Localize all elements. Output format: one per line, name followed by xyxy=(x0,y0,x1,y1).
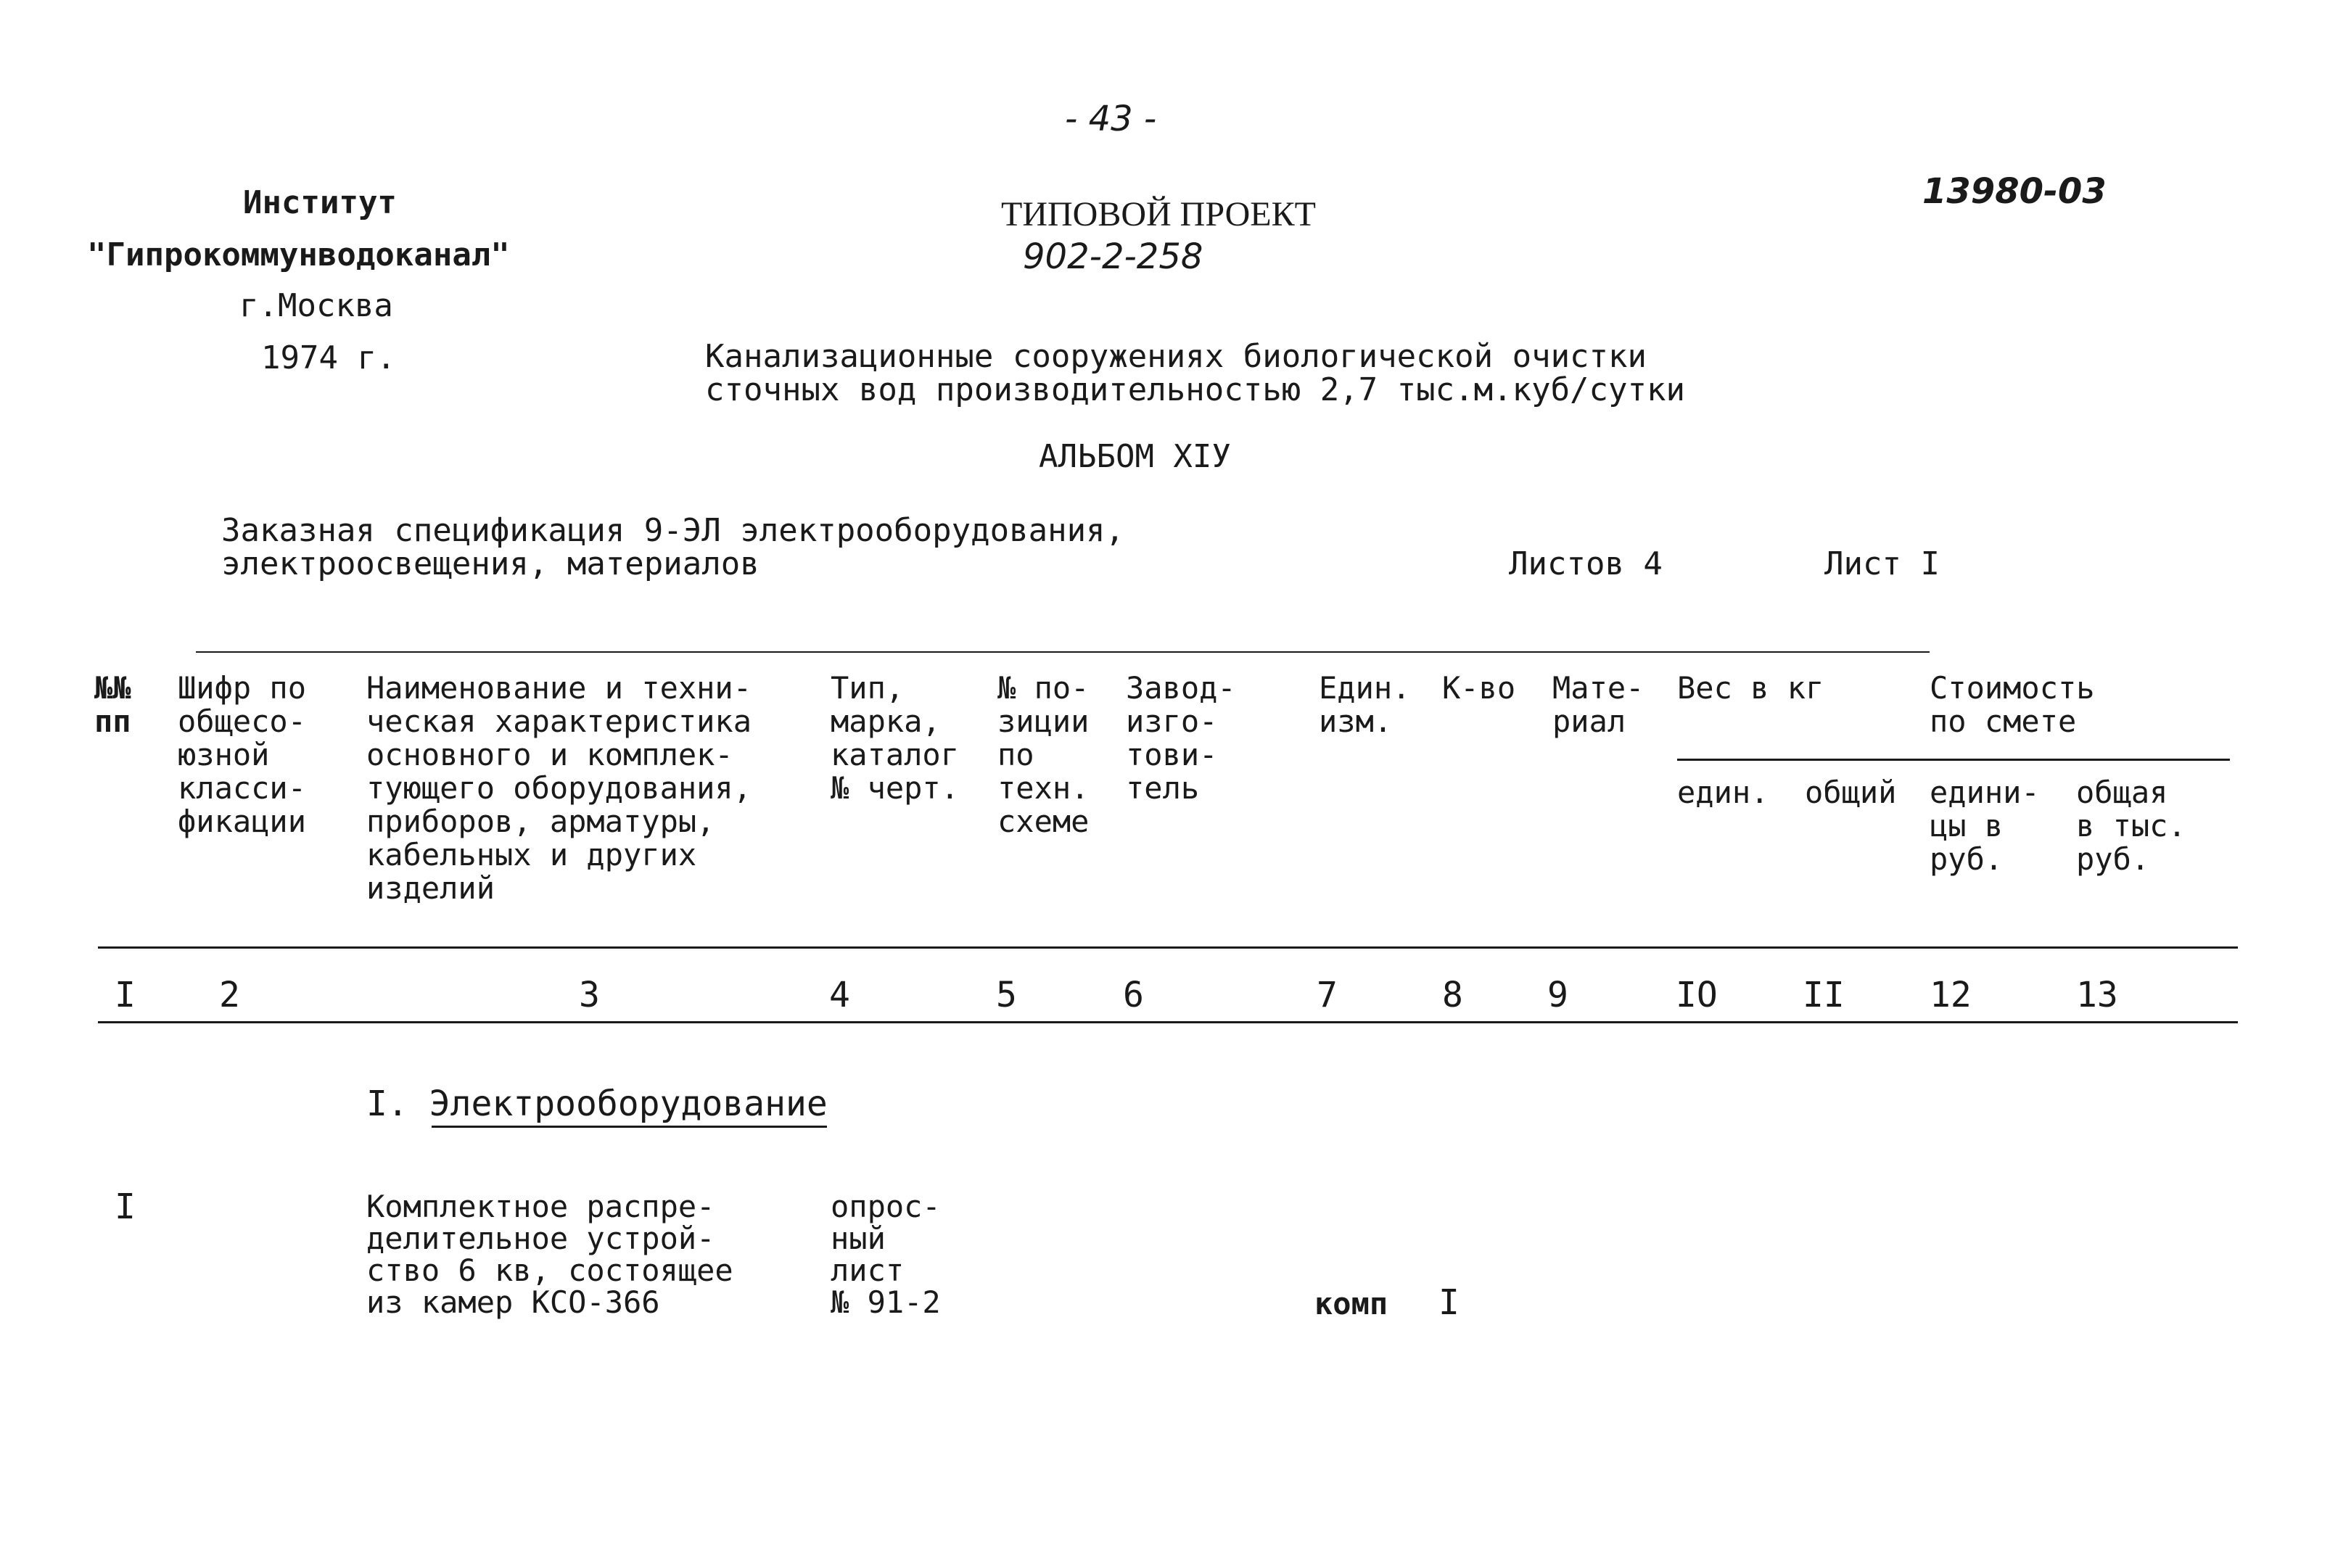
section-heading-underline xyxy=(432,1126,827,1128)
header-type: Тип, марка, каталог № черт. xyxy=(831,670,960,806)
subheader-rule xyxy=(1677,759,2230,761)
project-number: 902-2-258 xyxy=(1023,236,1203,277)
section-heading xyxy=(366,1084,828,1124)
section-heading-text: I. Электрооборудование xyxy=(366,1084,828,1124)
col-number-8: 8 xyxy=(1442,975,1463,1015)
header-quantity: К-во xyxy=(1442,670,1516,706)
header-cost-total: общая в тыс. руб. xyxy=(2076,775,2186,877)
header-manufacturer: Завод- изго- тови- тель xyxy=(1126,670,1236,806)
project-title-line2: сточных вод производительностью 2,7 тыс.м.куб/сутки xyxy=(705,371,1686,408)
sheet-number: Лист I xyxy=(1824,545,1940,582)
spec-title-line2: электроосвещения, материалов xyxy=(221,545,759,582)
org-year: 1974 г. xyxy=(261,339,396,376)
header-name: Наименование и техни- ческая характеристика основного и комплек- тующего оборудования, приборов, арматуры, кабельных и других изделий xyxy=(366,670,752,906)
col-number-12: 12 xyxy=(1930,975,1972,1015)
column-numbers-top-rule xyxy=(98,946,2238,949)
col-number-5: 5 xyxy=(996,975,1017,1015)
sheets-total: Листов 4 xyxy=(1509,545,1663,582)
header-cost: Стоимость по смете xyxy=(1930,670,2095,739)
header-cost-unit: едини- цы в руб. xyxy=(1930,775,2040,877)
col-number-13: 13 xyxy=(2076,975,2118,1015)
col-number-4: 4 xyxy=(829,975,850,1015)
header-material: Мате- риал xyxy=(1552,670,1644,739)
column-numbers-bottom-rule xyxy=(98,1021,2238,1023)
document-code: 13980-03 xyxy=(1922,171,2107,212)
col-number-2: 2 xyxy=(219,975,240,1015)
header-weight-unit: един. xyxy=(1677,775,1769,810)
col-number-1: I xyxy=(115,975,136,1015)
spec-title-line1: Заказная спецификация 9-ЭЛ электрооборудования, xyxy=(221,512,1125,549)
col-number-3: 3 xyxy=(579,975,600,1015)
album-title: АЛЬБОМ XIУ xyxy=(1039,438,1231,475)
row-item-type: опрос- ный лист № 91-2 xyxy=(831,1189,941,1320)
org-city: г.Москва xyxy=(239,287,393,324)
org-institute: Институт xyxy=(243,184,397,221)
table-top-rule xyxy=(196,651,1930,653)
page-number: - 43 - xyxy=(1065,99,1157,139)
col-number-10: IO xyxy=(1676,975,1718,1015)
header-classification: Шифр по общесо- юзной класси- фикации xyxy=(178,670,307,839)
org-name: "Гипрокоммунводоканал" xyxy=(87,236,510,273)
row-item-name: Комплектное распре- делительное устрой- ство 6 кв, состоящее из камер КСО-366 xyxy=(366,1189,733,1320)
project-title-line1: Канализационные сооружениях биологической очистки xyxy=(705,338,1647,375)
header-position: № по- зиции по техн. схеме xyxy=(997,670,1090,839)
col-number-11: II xyxy=(1803,975,1845,1015)
col-number-9: 9 xyxy=(1547,975,1568,1015)
row-number: I xyxy=(115,1187,136,1227)
header-unit: Един. изм. xyxy=(1319,670,1411,739)
row-item-quantity: I xyxy=(1438,1282,1460,1323)
header-weight: Вес в кг xyxy=(1677,670,1824,706)
col-number-6: 6 xyxy=(1123,975,1144,1015)
row-item-unit: комп xyxy=(1314,1286,1388,1321)
col-number-7: 7 xyxy=(1317,975,1338,1015)
header-weight-total: общий xyxy=(1805,775,1897,810)
project-label: ТИПОВОЙ ПРОЕКТ xyxy=(1001,195,1316,234)
header-num: №№ пп xyxy=(94,670,131,739)
